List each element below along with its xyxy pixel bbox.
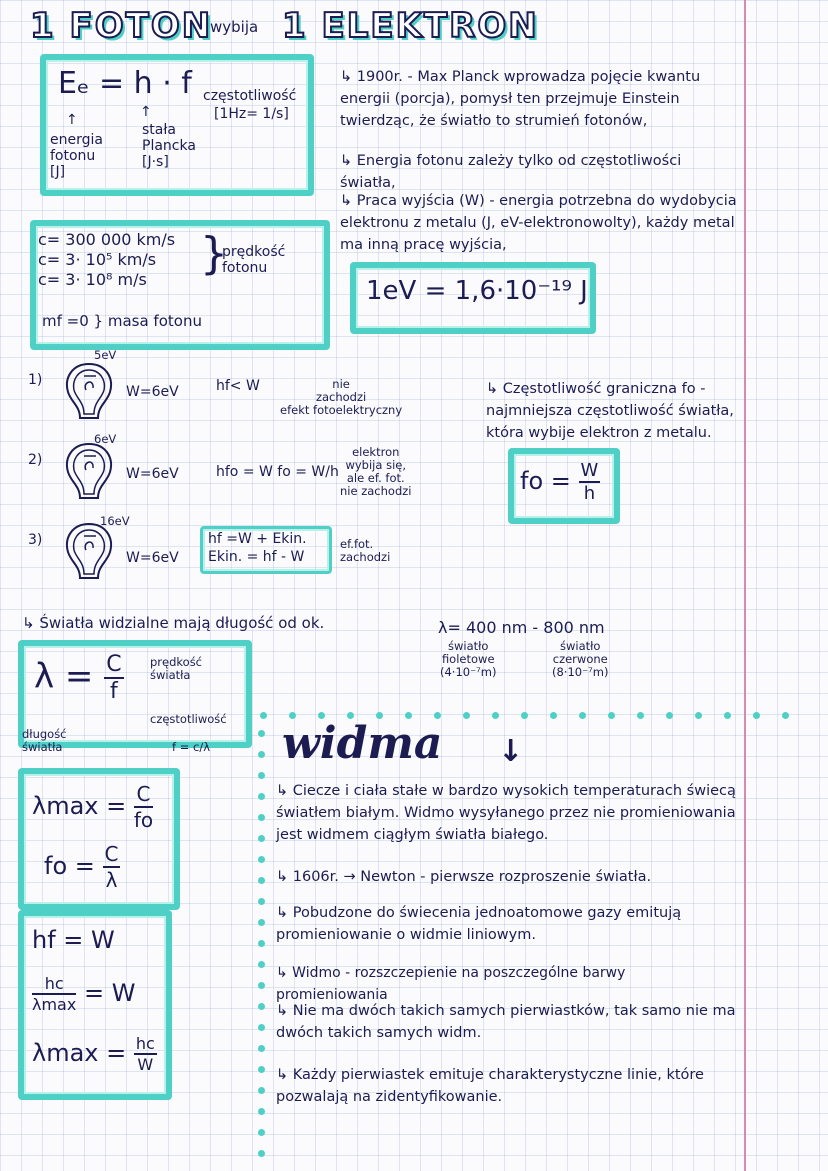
case-work-function: W=6eV bbox=[126, 466, 179, 482]
lightbulb-icon bbox=[60, 440, 118, 502]
case-photon-energy: 5eV bbox=[94, 348, 117, 362]
page-margin-line bbox=[744, 0, 746, 1171]
widma-item: ↳ Pobudzone do świecenia jednoatomowe gazy emitują promieniowanie o widmie liniowym. bbox=[276, 905, 682, 943]
dotted-separator-vertical bbox=[256, 730, 268, 1171]
arrow-up-icon: ↑ bbox=[140, 104, 152, 120]
fraction bbox=[134, 1034, 157, 1074]
title-foton: 1 FOTON bbox=[30, 6, 213, 46]
frequency-formula: f = c/λ bbox=[172, 740, 210, 754]
light-speed-label bbox=[150, 656, 202, 682]
denominator: fo bbox=[133, 808, 154, 832]
speed-values bbox=[38, 230, 175, 290]
label-line: prędkość bbox=[150, 655, 203, 669]
denominator: λmax bbox=[32, 995, 77, 1014]
curly-brace-icon: } bbox=[200, 228, 228, 279]
fraction bbox=[579, 460, 601, 504]
case-relation bbox=[208, 530, 307, 566]
denominator: f bbox=[110, 679, 118, 704]
widma-item: ↳ Każdy pierwiastek emituje charakterystyczne linie, które pozwalają na zidentyfikowanie. bbox=[276, 1067, 704, 1105]
label-line: (4·10⁻⁷m) bbox=[440, 665, 497, 679]
frequency-label: częstotliwość bbox=[150, 712, 227, 726]
case-note bbox=[280, 378, 402, 417]
photon-mass: mf =0 } masa fotonu bbox=[42, 312, 202, 330]
hz-unit: [1Hz= 1/s] bbox=[214, 106, 289, 122]
title-wybija: wybija bbox=[210, 18, 259, 36]
joule-unit: [J] bbox=[50, 164, 66, 180]
violet-light-label bbox=[440, 640, 496, 679]
note-line: nie zachodzi bbox=[340, 484, 412, 498]
fotonu-line: fotonu bbox=[50, 148, 96, 164]
planck-paragraph: ↳ 1900r. - Max Planck wprowadza pojęcie kwantu energii (porcja), pomysł ten przejmuje Einstein twierdząc, że światło to strumień fotonów, bbox=[340, 69, 701, 129]
czestotliwosc-label: częstotliwość bbox=[203, 88, 297, 104]
lightbulb-icon bbox=[60, 520, 118, 582]
case-relation: hf< W bbox=[216, 378, 260, 394]
label-line: (8·10⁻⁷m) bbox=[552, 665, 609, 679]
fotonu-line: fotonu bbox=[222, 260, 268, 276]
speed-line: c= 3· 10⁵ km/s bbox=[38, 250, 157, 269]
label-line: fioletowe bbox=[441, 652, 495, 666]
label-line: światła bbox=[22, 740, 63, 754]
widma-item: ↳ Ciecze i ciała stałe w bardzo wysokich temperaturach świecą światłem białym. Widmo wysyłanego przez nie promieniowania jest widmem ciągłym światła białego. bbox=[276, 783, 736, 843]
case-work-function: W=6eV bbox=[126, 550, 179, 566]
predkosc-line: prędkość bbox=[222, 244, 286, 260]
note-line: nie bbox=[332, 377, 350, 391]
numerator: hc bbox=[135, 1034, 155, 1053]
label-line: czerwone bbox=[552, 652, 608, 666]
note-line: efekt fotoelektryczny bbox=[280, 403, 403, 417]
fraction bbox=[103, 842, 121, 892]
formula-lhs: fo = bbox=[520, 467, 571, 495]
arrow-down-icon: ↓ bbox=[498, 734, 524, 769]
js-unit: [J·s] bbox=[142, 154, 169, 170]
threshold-frequency-formula-2 bbox=[44, 842, 120, 892]
visible-light-line: ↳ Światła widzialne mają długość od ok. bbox=[22, 614, 325, 632]
lambda-max-hc-w bbox=[32, 1034, 157, 1074]
threshold-frequency-paragraph: ↳ Częstotliwość graniczna fo - najmniejsza częstotliwość światła, która wybije elektron z metalu. bbox=[486, 381, 734, 441]
case-number: 3) bbox=[28, 532, 43, 548]
wavelength-range: λ= 400 nm - 800 nm bbox=[438, 618, 605, 637]
red-light-label bbox=[552, 640, 608, 679]
speed-line: c= 300 000 km/s bbox=[38, 230, 176, 249]
numerator: hc bbox=[32, 974, 76, 995]
denominator: λ bbox=[105, 868, 118, 892]
note-line: wybija się, bbox=[345, 458, 406, 472]
numerator: C bbox=[134, 782, 153, 808]
formula-lhs: fo = bbox=[44, 852, 95, 880]
lambda-max-formula bbox=[32, 782, 153, 832]
formula-rhs: = W bbox=[83, 979, 136, 1007]
work-function-paragraph: ↳ Praca wyjścia (W) - energia potrzebna do wydobycia elektronu z metalu (J, eV-elektronowolty), każdy metal ma inną pracę wyjścia, bbox=[340, 193, 737, 253]
case-note bbox=[340, 446, 411, 498]
predkosc-fotonu-label bbox=[222, 244, 285, 276]
wavelength-label bbox=[22, 728, 67, 754]
case-note bbox=[340, 538, 390, 564]
stala-line: stała bbox=[142, 122, 176, 138]
label-line: światło bbox=[560, 639, 601, 653]
formula-lhs: λmax = bbox=[32, 792, 127, 820]
case-photon-energy: 6eV bbox=[94, 432, 117, 446]
numerator: W bbox=[580, 460, 599, 481]
formula-lhs: λmax = bbox=[32, 1039, 127, 1067]
photon-energy-formula: Eₑ = h · f bbox=[58, 66, 192, 101]
case-relation: hfo = W fo = W/h bbox=[216, 464, 339, 480]
fraction bbox=[32, 974, 76, 1014]
threshold-frequency-formula bbox=[520, 460, 600, 504]
stala-plancka-label bbox=[142, 122, 196, 170]
plancka-line: Plancka bbox=[142, 138, 196, 154]
case-number: 2) bbox=[28, 452, 43, 468]
electronvolt-formula: 1eV = 1,6·10⁻¹⁹ J bbox=[366, 276, 588, 306]
widma-item: ↳ Widmo - rozszczepienie na poszczególne barwy promieniowania bbox=[276, 965, 626, 1003]
hf-equals-w: hf = W bbox=[32, 926, 115, 954]
note-line: ef.fot. bbox=[340, 537, 374, 551]
relation-line: hf =W + Ekin. bbox=[208, 531, 307, 547]
title-elektron: 1 ELEKTRON bbox=[282, 6, 539, 46]
widma-item: ↳ Nie ma dwóch takich samych pierwiastków, tak samo nie ma dwóch takich samych widm. bbox=[276, 1003, 736, 1041]
case-photon-energy: 16eV bbox=[100, 514, 130, 528]
denominator: W bbox=[137, 1055, 154, 1074]
arrow-up-icon: ↑ bbox=[66, 112, 78, 128]
label-line: długość bbox=[22, 727, 67, 741]
label-line: światła bbox=[150, 668, 191, 682]
note-line: ale ef. fot. bbox=[346, 471, 405, 485]
energy-dependency-paragraph: ↳ Energia fotonu zależy tylko od częstotliwości światła, bbox=[340, 153, 682, 191]
denominator: h bbox=[583, 483, 596, 504]
label-line: światło bbox=[448, 639, 489, 653]
energia-line: energia bbox=[50, 132, 103, 148]
note-line: elektron bbox=[352, 445, 400, 459]
hc-lambda-equals-w bbox=[32, 974, 135, 1014]
case-number: 1) bbox=[28, 372, 43, 388]
lightbulb-icon bbox=[60, 360, 118, 422]
speed-line: c= 3· 10⁸ m/s bbox=[38, 270, 147, 289]
wavelength-formula bbox=[34, 652, 124, 704]
note-line: zachodzi bbox=[315, 390, 367, 404]
widma-heading: widma bbox=[282, 718, 443, 769]
numerator: C bbox=[106, 652, 122, 677]
relation-line: Ekin. = hf - W bbox=[208, 549, 305, 565]
numerator: C bbox=[104, 842, 119, 866]
formula-lhs: λ = bbox=[34, 656, 94, 697]
fraction bbox=[134, 782, 153, 832]
case-work-function: W=6eV bbox=[126, 384, 179, 400]
widma-item: ↳ 1606r. → Newton - pierwsze rozproszenie światła. bbox=[276, 869, 652, 885]
fraction bbox=[104, 652, 123, 704]
energia-fotonu-label bbox=[50, 132, 103, 180]
photoeffect-cases bbox=[28, 348, 468, 570]
note-line: zachodzi bbox=[340, 550, 391, 564]
